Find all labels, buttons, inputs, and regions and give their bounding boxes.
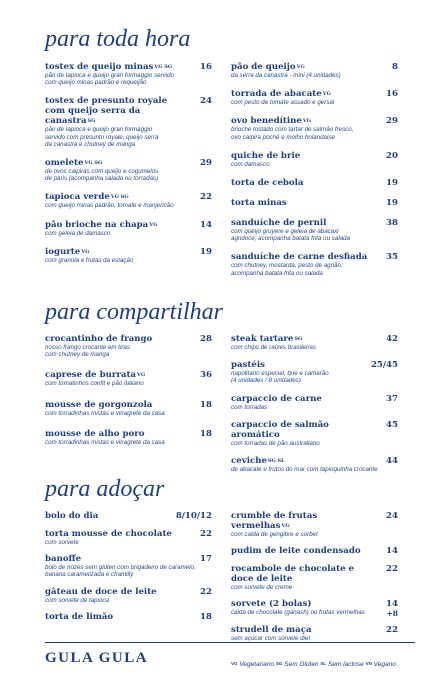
item-name-text: tostex de queijo minas bbox=[45, 62, 154, 72]
item-name-text: quiche de brie bbox=[231, 150, 301, 161]
item-name-text: gâteau de doce de leite bbox=[45, 586, 157, 597]
item-price: 44 bbox=[386, 456, 398, 467]
item-name-text: tapioca verde bbox=[45, 192, 110, 203]
gula-gula-logo: GULA GULA bbox=[45, 650, 149, 666]
dietary-tag: VG bbox=[81, 248, 90, 255]
item-name-text: torrada de abacate bbox=[231, 89, 322, 100]
item-name-text: pastéis bbox=[231, 360, 265, 371]
section-title-para-adocar: para adoçar bbox=[45, 476, 165, 502]
menu-item-torrada-de-abacate bbox=[231, 89, 398, 106]
item-price: 18 bbox=[200, 611, 212, 622]
dietary-tag: SG SL bbox=[267, 458, 285, 465]
item-price: 28 bbox=[200, 334, 212, 344]
legend-label: Vegetariano bbox=[237, 661, 276, 668]
menu-item-gateau-de-doce-de-leite bbox=[45, 587, 212, 604]
item-description: de abacate e frutos do mar com tapioquinha crocante bbox=[231, 466, 378, 474]
item-name-text: sanduíche de pernil bbox=[231, 218, 327, 229]
dietary-tag: VG bbox=[302, 118, 312, 125]
menu-item-quiche-de-brie bbox=[231, 151, 398, 168]
item-price: 16 bbox=[200, 62, 212, 72]
menu-item-carpaccio-de-salmao-aromatico bbox=[231, 420, 398, 447]
legend-code: VG bbox=[231, 661, 238, 666]
item-price: 35 bbox=[386, 252, 398, 263]
item-name-text: crumble de frutas vermelhas bbox=[231, 511, 318, 531]
item-name-text: banoffe bbox=[45, 554, 82, 565]
item-description: com chutney de manga bbox=[45, 351, 110, 359]
item-name-text: rocambole de chocolate e doce de leite bbox=[231, 564, 354, 585]
item-name-text: strudell de maça bbox=[231, 624, 312, 635]
item-name bbox=[45, 220, 212, 230]
item-name bbox=[231, 599, 398, 609]
menu-item-tostex-de-presunto-royale-com-queijo-serra-da-canastra bbox=[45, 96, 212, 148]
dietary-tag: VG bbox=[149, 221, 158, 228]
item-description: de paris (acompanha salada ou torradas) bbox=[45, 175, 159, 183]
item-name bbox=[231, 89, 398, 99]
menu-item-pao-brioche-na-chapa bbox=[45, 220, 212, 237]
legend-entry-sem-lactose bbox=[320, 661, 365, 668]
menu-item-caprese-de-burrata bbox=[45, 370, 212, 387]
item-name-text: bolo do dia bbox=[45, 511, 99, 521]
menu-item-crocantinho-de-frango bbox=[45, 334, 212, 358]
item-name bbox=[231, 178, 398, 188]
item-description: nosso frango crocante em tiras bbox=[45, 344, 130, 351]
menu-item-crumble-de-frutas-vermelhas bbox=[231, 511, 398, 538]
menu-item-sanduiche-de-carne-desfiada bbox=[231, 252, 398, 276]
item-name bbox=[45, 529, 212, 539]
item-name bbox=[231, 456, 398, 466]
item-name bbox=[45, 429, 212, 439]
item-name-text: pão de queijo bbox=[231, 62, 296, 72]
item-name-text: pão brioche na chapa bbox=[45, 219, 149, 230]
menu-item-tostex-de-queijo-minas bbox=[45, 62, 212, 86]
item-name-text: pudim de leite condensado bbox=[231, 546, 361, 557]
item-description: sem açúcar com sorvete diet bbox=[231, 634, 311, 642]
item-price: 37 bbox=[386, 393, 398, 404]
item-description: ovo caipira poché e molho holandaise bbox=[231, 133, 335, 141]
menu-item-torta-minas bbox=[231, 198, 398, 208]
item-description: com torradas bbox=[231, 403, 268, 411]
col-compartilhar-right bbox=[231, 334, 398, 482]
item-name-text: sanduíche de carne desfiada bbox=[231, 252, 368, 263]
item-price: 22 bbox=[200, 192, 212, 203]
item-price: 8 bbox=[392, 62, 398, 72]
col-toda-hora-left bbox=[45, 62, 212, 274]
item-description: acompanha batata frita ou salada bbox=[231, 269, 323, 277]
menu-item-carpaccio-de-carne bbox=[231, 394, 398, 411]
item-description: com tomatinhos confit e pão italiano bbox=[45, 380, 144, 388]
item-name-text: mousse de alho poro bbox=[45, 428, 145, 439]
item-price: 19 bbox=[200, 246, 212, 257]
item-price: 29 bbox=[200, 158, 212, 169]
item-extra-price: +8 bbox=[386, 609, 398, 619]
item-name bbox=[45, 587, 212, 597]
item-name-text: steak tartare bbox=[231, 334, 294, 344]
item-name-text: torta mousse de chocolate bbox=[45, 529, 172, 539]
item-name bbox=[231, 218, 398, 228]
item-name bbox=[231, 420, 398, 440]
item-name bbox=[45, 62, 212, 72]
item-description: brioche tostado com tartar de salmão fresco, bbox=[231, 126, 354, 134]
item-description: com torradas de pão australiano bbox=[231, 439, 320, 447]
menu-item-sorvete-2-bolas bbox=[231, 599, 398, 619]
section-title-para-toda-hora: para toda hora bbox=[45, 26, 191, 52]
item-description: napolitano especial, brie e camarão bbox=[231, 370, 329, 378]
menu-item-bolo-do-dia bbox=[45, 511, 212, 521]
legend-code: SL bbox=[320, 661, 327, 666]
item-description: agridoce; acompanha batata frita ou salada bbox=[231, 235, 351, 243]
dietary-tag: SG bbox=[87, 118, 96, 125]
item-description: com queijo minas padrão e requeijão bbox=[45, 79, 147, 87]
legend-code: VN bbox=[365, 661, 372, 666]
item-description: com calda de gengibre e sorbet bbox=[231, 531, 318, 538]
menu-item-ceviche bbox=[231, 456, 398, 473]
menu-item-iogurte bbox=[45, 247, 212, 264]
legend-label: Sem Glúten bbox=[282, 661, 321, 668]
item-name bbox=[231, 62, 398, 72]
item-name-text: iogurte bbox=[45, 246, 81, 257]
item-price: 19 bbox=[386, 198, 398, 209]
menu-item-torta-mousse-de-chocolate bbox=[45, 529, 212, 546]
legend-entry-sem-gluten bbox=[276, 661, 320, 668]
item-name bbox=[45, 158, 212, 168]
menu-item-pao-de-queijo bbox=[231, 62, 398, 79]
menu-item-strudell-de-maca bbox=[231, 625, 398, 642]
dietary-tag: VG SG bbox=[154, 64, 173, 70]
legend-entry-vegano bbox=[366, 661, 396, 668]
item-name bbox=[231, 546, 398, 556]
item-price: 38 bbox=[386, 218, 398, 229]
dietary-tag: VG bbox=[137, 372, 146, 379]
diet-legend bbox=[231, 661, 396, 668]
menu-item-torta-de-limao bbox=[45, 612, 212, 622]
item-description: com damasco bbox=[231, 160, 270, 168]
item-description: pão de tapioca e queijo gran formaggio servido bbox=[45, 72, 174, 79]
section-title-para-compartilhar: para compartilhar bbox=[45, 299, 224, 325]
item-name-text: torta minas bbox=[231, 198, 287, 209]
item-name-text: carpaccio de salmão aromático bbox=[231, 419, 329, 440]
item-description: com sorvete bbox=[45, 539, 79, 546]
item-name bbox=[45, 192, 212, 202]
item-price: 24 bbox=[200, 96, 212, 107]
item-price: 45 bbox=[386, 419, 398, 430]
item-name bbox=[231, 198, 398, 208]
item-price: 22 bbox=[386, 564, 398, 575]
item-name-text: ovo benedítine bbox=[231, 116, 302, 127]
item-price: 25/45 bbox=[370, 360, 398, 371]
item-name-text: caprese de burrata bbox=[45, 370, 136, 381]
item-name bbox=[231, 116, 398, 126]
item-price: 18 bbox=[200, 428, 212, 439]
item-name bbox=[231, 511, 398, 531]
item-price: 14 bbox=[386, 599, 398, 610]
menu-item-steak-tartare bbox=[231, 334, 398, 351]
menu-item-torta-de-cebola bbox=[231, 178, 398, 188]
item-price: 24 bbox=[386, 511, 398, 521]
col-compartilhar-left bbox=[45, 334, 212, 458]
item-name bbox=[45, 400, 212, 410]
item-price: 14 bbox=[386, 546, 398, 557]
item-name bbox=[45, 370, 212, 380]
item-price: 20 bbox=[386, 150, 398, 161]
menu-item-sanduiche-de-pernil bbox=[231, 218, 398, 242]
item-price: 22 bbox=[200, 586, 212, 597]
item-price: 22 bbox=[386, 624, 398, 635]
item-description: com sorvete de creme bbox=[231, 584, 293, 592]
item-price: 17 bbox=[200, 554, 212, 565]
item-name bbox=[231, 625, 398, 635]
item-name bbox=[231, 394, 398, 404]
legend-entry-vegetariano bbox=[231, 661, 276, 668]
item-description: com chutney, mostarda, pesto de agrião; bbox=[231, 262, 343, 270]
item-description: da canastra e chutney de manga bbox=[45, 140, 136, 148]
item-name-text: carpaccio de carne bbox=[231, 393, 322, 404]
item-description: com torradinhas mistas e vinagrete da casa bbox=[45, 438, 165, 446]
col-adocar-right bbox=[231, 511, 398, 650]
item-description: com queijo minas padrão, tomate e manjericão bbox=[45, 202, 174, 210]
menu-item-pasteis bbox=[231, 360, 398, 384]
dietary-tag: VG SG bbox=[110, 194, 129, 201]
item-price: 42 bbox=[386, 334, 398, 344]
item-price: 22 bbox=[200, 529, 212, 539]
item-description: calda de chocolate (ganash) ou frutas vermelhas bbox=[231, 609, 365, 617]
item-description: da serra da canastra - mini (4 unidades) bbox=[231, 72, 341, 79]
menu-item-tapioca-verde bbox=[45, 192, 212, 209]
item-name-text: torta de cebola bbox=[231, 178, 304, 189]
dietary-tag: VG bbox=[322, 91, 331, 98]
legend-label: Sem lactose bbox=[326, 661, 366, 668]
item-description: com queijo gruyere e geleia de abacaxi bbox=[231, 228, 339, 236]
item-description: servido com presunto royale, queijo serra bbox=[45, 133, 159, 141]
menu-item-rocambole-de-chocolate-e-doce-de-leite bbox=[231, 564, 398, 591]
item-name bbox=[45, 334, 212, 344]
dietary-tag: SG bbox=[294, 336, 303, 342]
item-price: 8/10/12 bbox=[175, 511, 212, 521]
item-description: com chips de raízes brasileiras bbox=[231, 344, 316, 351]
item-name bbox=[231, 334, 398, 344]
item-description: (4 unidades / 8 unidades) bbox=[231, 377, 301, 385]
legend-code: SG bbox=[275, 661, 283, 666]
dietary-tag: VG SG bbox=[84, 160, 103, 167]
item-price: 29 bbox=[386, 116, 398, 127]
item-name bbox=[45, 554, 212, 564]
menu-item-banoffe bbox=[45, 554, 212, 578]
item-name-text: torta de limão bbox=[45, 611, 114, 622]
item-name-text: sorvete (2 bolas) bbox=[231, 599, 312, 610]
item-price: 18 bbox=[200, 399, 212, 410]
item-description: com pesto de tomate assado e gersal bbox=[231, 99, 335, 107]
legend-label: Vegano bbox=[371, 661, 396, 668]
dietary-tag: VG bbox=[296, 64, 305, 70]
item-name bbox=[231, 564, 398, 584]
item-name-text: ceviche bbox=[231, 456, 267, 467]
item-description: com geleia de damasco bbox=[45, 229, 111, 237]
item-name-text: tostex de presunto royale com queijo serra da canastra bbox=[45, 96, 168, 127]
item-name bbox=[45, 96, 212, 126]
item-name-text: mousse de gorgonzola bbox=[45, 399, 153, 410]
item-description: banana caramelizada e chantilly bbox=[45, 571, 134, 579]
item-price: 19 bbox=[386, 178, 398, 189]
item-name-text: omelete bbox=[45, 158, 84, 169]
item-price: 16 bbox=[386, 89, 398, 100]
item-description: bolo de nozes sem glúten com brigadeiro de caramelo, bbox=[45, 564, 196, 572]
item-description: com sorvete de tapioca bbox=[45, 596, 109, 604]
footer-divider bbox=[45, 642, 415, 643]
item-price: 36 bbox=[200, 370, 212, 381]
item-name bbox=[231, 151, 398, 161]
col-toda-hora-right bbox=[231, 62, 398, 287]
item-description: de ovos caipiras com queijo e cogumelos bbox=[45, 168, 159, 176]
menu-item-omelete bbox=[45, 158, 212, 182]
col-adocar-left bbox=[45, 511, 212, 630]
item-name bbox=[231, 252, 398, 262]
item-description: com granola e frutas da estação bbox=[45, 256, 134, 264]
item-description: com torradinhas mistas e vinagrete da casa bbox=[45, 409, 165, 417]
menu-item-mousse-de-gorgonzola bbox=[45, 400, 212, 417]
item-description: pão de tapioca e queijo gran formaggio bbox=[45, 126, 153, 134]
item-name bbox=[45, 612, 212, 622]
item-name-text: crocantinho de frango bbox=[45, 334, 153, 344]
item-price: 14 bbox=[200, 219, 212, 230]
dietary-tag: VG bbox=[281, 523, 290, 529]
menu-item-ovo-beneditine bbox=[231, 116, 398, 140]
menu-item-mousse-de-alho-poro bbox=[45, 429, 212, 446]
menu-item-pudim-de-leite-condensado bbox=[231, 546, 398, 556]
item-name bbox=[45, 247, 212, 257]
